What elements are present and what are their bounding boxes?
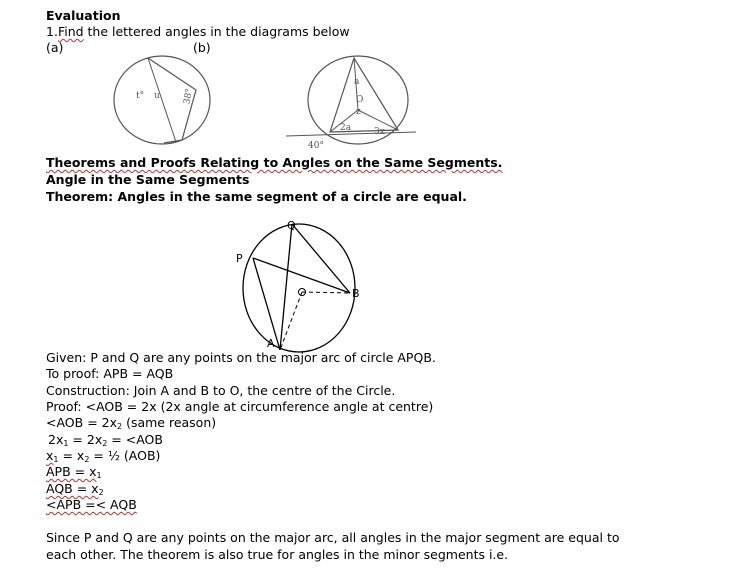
figure-a-annot-u: u <box>154 91 160 101</box>
theorem-diagram <box>230 218 390 358</box>
apb-text: APB = x <box>46 464 97 479</box>
aob-rest: (same reason) <box>122 415 217 430</box>
question-number: 1. <box>46 24 58 39</box>
question-find: Find <box>57 24 84 39</box>
conclusion-line-2: each other. The theorem is also true for angles in the minor segments i.e. <box>46 547 509 562</box>
conclusion-line-1: Since P and Q are any points on the major arc, all angles in the major segment are equal to <box>46 530 620 545</box>
question-text: the lettered angles in the diagrams below <box>83 24 350 39</box>
section-title: Theorems and Proofs Relating to Angles on the Same Segments. <box>46 155 503 170</box>
point-b-label: B <box>352 287 360 300</box>
evaluation-heading: Evaluation <box>46 8 121 23</box>
section-subtitle: Angle in the Same Segments <box>46 172 250 187</box>
proof-construction: Construction: Join A and B to O, the centre of the Circle. <box>46 383 396 398</box>
x-c: = ½ (AOB) <box>89 448 161 463</box>
aob-sub: 2 <box>117 422 123 431</box>
final-text: <APB =< AQB <box>46 497 137 512</box>
figure-b-annot-40: 40° <box>308 141 324 151</box>
apb-sub: 1 <box>96 471 102 480</box>
proof-statement: Proof: <AOB = 2x (2x angle at circumference angle at centre) <box>46 399 434 414</box>
x-sub1: 1 <box>53 455 59 464</box>
2x-b: = 2x <box>68 432 103 447</box>
2x-sub2: 2 <box>102 439 108 448</box>
aqb-text: AQB = x <box>46 481 99 496</box>
label-b: (b) <box>193 40 211 55</box>
figure-b-annot-2a: 2a <box>340 123 352 133</box>
2x-c: = <AOB <box>107 432 163 447</box>
x-b: = x <box>58 448 85 463</box>
proof-line-final <box>46 497 137 512</box>
2x-a: 2x <box>48 432 64 447</box>
theorem-statement: Theorem: Angles in the same segment of a circle are equal. <box>46 189 467 204</box>
chord-aq <box>280 224 292 350</box>
point-a-label: A <box>267 337 275 350</box>
figure-a <box>106 52 226 152</box>
aqb-sub: 2 <box>98 488 104 497</box>
figure-a-annot-t: t° <box>136 91 145 101</box>
proof-given: Given: P and Q are any points on the major arc of circle APQB. <box>46 350 436 365</box>
point-q-label: Q <box>287 219 296 232</box>
figure-b-annot-o: O <box>356 95 364 105</box>
label-a: (a) <box>46 40 64 55</box>
2x-sub1: 1 <box>63 439 69 448</box>
figure-b <box>276 52 426 152</box>
aob-text: <AOB = 2x <box>46 415 117 430</box>
theorem-circle <box>243 224 355 352</box>
x-a: x <box>46 448 54 463</box>
figure-b-annot-3x: 3x <box>374 127 385 137</box>
point-p-label: P <box>236 252 243 265</box>
figure-b-annot-a: a <box>354 77 360 87</box>
radius-ob <box>302 292 350 293</box>
figure-b-annot-z: z <box>356 107 361 117</box>
figure-b-triangle <box>330 58 398 132</box>
proof-to-proof: To proof: APB = AQB <box>46 366 174 381</box>
figure-a-chord <box>148 58 176 142</box>
figure-a-annot-38: 38° <box>182 87 195 106</box>
question-1 <box>46 24 350 39</box>
x-sub2: 2 <box>84 455 90 464</box>
